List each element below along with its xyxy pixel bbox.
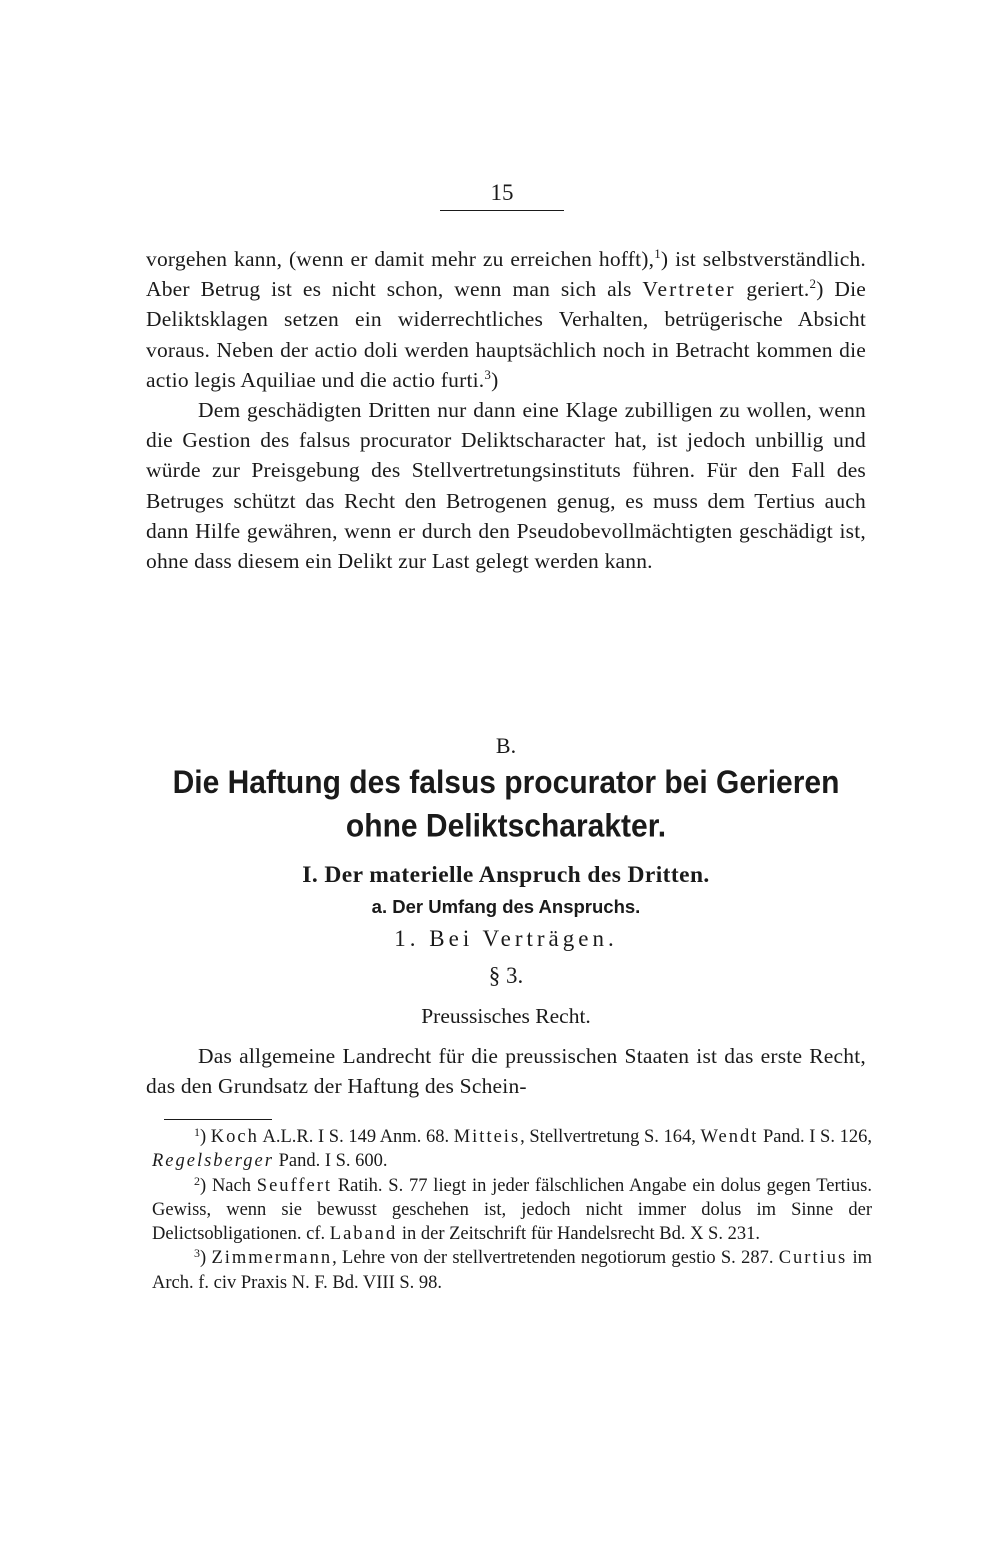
text-run: , Stellvertretung S. 164, — [520, 1127, 701, 1147]
author-name: Curtius — [778, 1248, 848, 1269]
subject-heading: Preussisches Recht. — [421, 1004, 591, 1028]
footnotes — [152, 1125, 872, 1295]
text-run: geriert. — [735, 277, 810, 302]
footnote-1 — [152, 1125, 872, 1174]
section-title-line-2: ohne Deliktscharakter. — [345, 808, 667, 844]
body-text-bottom — [146, 1041, 866, 1101]
text-run: vorgehen kann, (wenn er damit mehr zu erreichen hofft), — [146, 247, 655, 271]
text-run: Ratih. S. 77 liegt in jeder fälschlichen Angabe ein dolus gegen Tertius. Gewiss, wenn sie bewusst geschehen ist, jedoch nicht immer dolus im Sinne der Delictsobligationen. cf. — [152, 1175, 872, 1245]
footnote-mark: 1 — [194, 1125, 200, 1139]
section-letter: B. — [495, 733, 517, 758]
paragraph-1 — [146, 244, 866, 395]
text-run: ) — [200, 1127, 211, 1147]
paragraph-2: Dem geschädigten Dritten nur dann eine Klage zubilligen zu wollen, wenn die Gestion des falsus procurator Deliktscharacter hat, ist jedoch unbillig und würde zur Preisgebung des Stellvertretungsinstituts führen. Für den Fall des Betruges schützt das Recht den Betrogenen genug, es muss dem Tertius auch dann Hilfe gewähren, wenn er durch den Pseudobevollmächtigten geschädigt ist, ohne dass diesem ein Delikt zur Last gelegt werden kann. — [146, 398, 866, 574]
section-title — [146, 762, 866, 848]
text-run: ) Nach — [200, 1175, 257, 1196]
text-run: ) — [491, 367, 499, 392]
footnote-2 — [152, 1174, 872, 1247]
footnote-reference-3: 3 — [484, 366, 492, 382]
subheading-letter: a. Der Umfang des Anspruchs. — [371, 896, 641, 917]
paragraph-3: Das allgemeine Landrecht für die preussischen Staaten ist das erste Recht, das den Grundsatz der Haftung des Schein- — [146, 1044, 866, 1099]
text-run: Pand. I S. 600. — [273, 1151, 388, 1172]
author-name: Mitteis — [453, 1127, 521, 1147]
page-number: 15 — [440, 180, 564, 211]
section-title-line-1: Die Haftung des falsus procurator bei Gerieren — [172, 765, 840, 801]
author-name: Regelsberger — [152, 1151, 274, 1172]
paragraph-sign-heading: § 3. — [488, 963, 524, 988]
footnote-reference-1: 1 — [654, 246, 661, 261]
body-text-top — [146, 244, 866, 576]
author-name: Zimmermann — [211, 1248, 333, 1269]
text-run: ) Die Deliktsklagen setzen ein widerrechtliches Verhalten, betrügerische Absicht voraus. Neben der actio doli werden hauptsächlich noch in Betracht kommen die actio legis Aquiliae und die actio furti. — [146, 277, 866, 392]
subheading-number: 1. Bei Verträgen. — [394, 926, 618, 951]
footnote-3 — [152, 1246, 872, 1295]
text-run: , Lehre von der stellvertretenden negotiorum gestio S. 287. — [332, 1248, 779, 1269]
text-run-spaced: Vertreter — [642, 277, 736, 302]
footnote-mark: 2 — [194, 1173, 200, 1188]
subheading-roman: I. Der materielle Anspruch des Dritten. — [302, 862, 710, 888]
author-name: Koch — [210, 1127, 259, 1147]
author-name: Laband — [329, 1224, 398, 1245]
text-run: im Arch. f. civ Praxis N. F. Bd. VIII S. 98. — [152, 1248, 872, 1293]
text-run: ) ist selbstverständlich. Aber Betrug ist es nicht schon, wenn man sich als — [146, 247, 866, 302]
author-name: Seuffert — [256, 1175, 333, 1196]
footnote-reference-2: 2 — [809, 276, 817, 292]
text-run: ) — [200, 1248, 212, 1269]
footnote-mark: 3 — [194, 1246, 200, 1261]
author-name: Wendt — [700, 1127, 759, 1147]
footnote-divider — [164, 1119, 272, 1120]
text-run: A.L.R. I S. 149 Anm. 68. — [258, 1127, 454, 1147]
text-run: in der Zeitschrift für Handelsrecht Bd. X S. 231. — [397, 1224, 760, 1245]
text-run: Pand. I S. 126, — [758, 1127, 872, 1147]
